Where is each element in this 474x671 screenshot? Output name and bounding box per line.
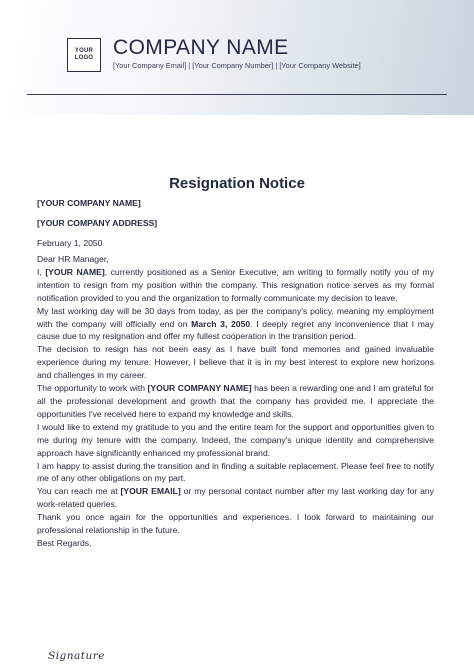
letterhead	[0, 0, 474, 115]
header-divider	[27, 94, 447, 95]
recipient-company-name: [YOUR COMPANY NAME]	[37, 198, 141, 208]
letter-date: February 1, 2050	[37, 238, 103, 248]
paragraph-contact: You can reach me at [YOUR EMAIL] or my personal contact number after my last working day for any work-related queries.	[37, 486, 434, 510]
recipient-company-address: [YOUR COMPANY ADDRESS]	[37, 218, 158, 228]
document-title: Resignation Notice	[169, 175, 305, 192]
paragraph-gratitude-team: I would like to extend my gratitude to you and the entire team for the support and opportunities given to me during my tenure with the company. Indeed, the company's unique identity and comprehensive approach have significantly enhanced my professional brand.	[37, 421, 434, 458]
logo-text-line1: YOUR	[74, 47, 94, 54]
employee-name-placeholder: [YOUR NAME]	[45, 266, 105, 277]
paragraph-intro: I, [YOUR NAME], currently positioned as a Senior Executive, am writing to formally notify you of my intention to resign from my position within the company. This resignation notice serves as my formal notification provided to you and the organization to formally communicate my decision to leave.	[37, 266, 434, 303]
logo-placeholder	[67, 38, 101, 72]
closing: Best Regards,	[37, 537, 92, 548]
paragraph-decision: The decision to resign has not been easy as I have built fond memories and gained invaluable experience during my tenure. However, I believe that it is in my best interest to explore new horizons and challenges in my career.	[37, 344, 434, 381]
salutation: Dear HR Manager,	[37, 254, 109, 264]
end-date: March 3, 2050	[191, 318, 251, 329]
paragraph-thanks: Thank you once again for the opportunities and experiences. I look forward to maintaining our professional relationship in the future.	[37, 512, 434, 536]
signature: Signature	[48, 650, 106, 662]
letter-body	[37, 253, 434, 550]
paragraph-last-day: My last working day will be 30 days from today, as per the company's policy, meaning my employment with the company will officially end on March 3, 2050. I deeply regret any inconvenience that I may cause due to my resignation and offer my fullest cooperation in the transition period.	[37, 305, 434, 342]
paragraph-gratitude-company: The opportunity to work with [YOUR COMPANY NAME] has been a rewarding one and I am grateful for all the professional development and growth that the company has provided me. I appreciate the opportunities I've received here to expand my knowledge and skills.	[37, 383, 435, 419]
paragraph-transition: I am happy to assist during the transition and in finding a suitable replacement. Please feel free to notify me of any other obligations on my part.	[37, 460, 434, 484]
email-placeholder: [YOUR EMAIL]	[120, 486, 181, 497]
logo-text-line2: LOGO	[74, 55, 94, 61]
company-contacts: [Your Company Email] | [Your Company Number] | [Your Company Website]	[113, 61, 361, 70]
company-name-placeholder: [YOUR COMPANY NAME]	[147, 383, 252, 394]
company-name: COMPANY NAME	[113, 36, 289, 59]
